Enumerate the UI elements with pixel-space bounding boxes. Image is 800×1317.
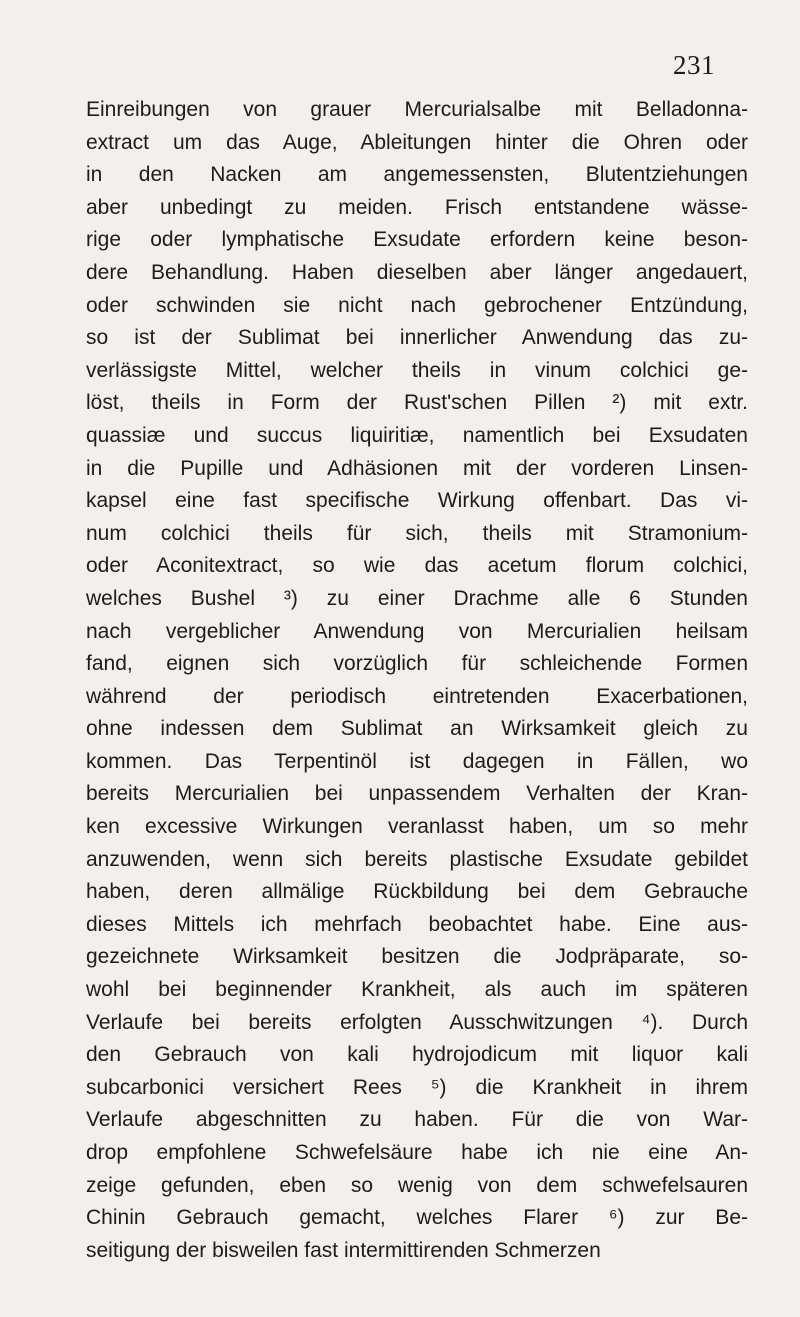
text-line: seitigung der bisweilen fast intermittirenden Schmerzen (86, 1238, 601, 1262)
text-line: ohne indessen dem Sublimat an Wirksamkeit gleich zu (86, 717, 748, 741)
text-line: in den Nacken am angemessensten, Blutentziehungen (86, 163, 748, 187)
text-line: kommen. Das Terpentinöl ist dagegen in Fällen, wo (86, 749, 748, 773)
text-line: Chinin Gebrauch gemacht, welches Flarer ⁶) zur Be- (86, 1206, 748, 1230)
text-line: extract um das Auge, Ableitungen hinter die Ohren oder (86, 130, 748, 154)
text-line: verlässigste Mittel, welcher theils in vinum colchici ge- (86, 358, 748, 382)
text-line: nach vergeblicher Anwendung von Mercurialien heilsam (86, 619, 748, 643)
text-line: zeige gefunden, eben so wenig von dem schwefelsauren (86, 1173, 748, 1197)
text-line: bereits Mercurialien bei unpassendem Verhalten der Kran- (86, 782, 748, 806)
text-line: kapsel eine fast specifische Wirkung offenbart. Das vi- (86, 489, 748, 513)
text-line: haben, deren allmälige Rückbildung bei dem Gebrauche (86, 880, 748, 904)
text-line: dieses Mittels ich mehrfach beobachtet habe. Eine aus- (86, 912, 748, 936)
body-text (86, 94, 748, 1267)
text-line: oder Aconitextract, so wie das acetum florum colchici, (86, 554, 748, 578)
text-line: drop empfohlene Schwefelsäure habe ich nie eine An- (86, 1141, 748, 1164)
text-line: in die Pupille und Adhäsionen mit der vorderen Linsen- (86, 456, 748, 480)
page-number: 231 (673, 50, 715, 80)
text-line: so ist der Sublimat bei innerlicher Anwendung das zu- (86, 326, 748, 350)
text-line: rige oder lymphatische Exsudate erfordern keine beson- (86, 228, 748, 252)
text-line: Einreibungen von grauer Mercurialsalbe mit Belladonna- (86, 98, 748, 121)
text-line: ken excessive Wirkungen veranlasst haben, um so mehr (86, 815, 748, 839)
text-line: anzuwenden, wenn sich bereits plastische Exsudate gebildet (86, 847, 748, 871)
text-line: gezeichnete Wirksamkeit besitzen die Jodpräparate, so- (86, 945, 748, 969)
text-line: oder schwinden sie nicht nach gebrochener Entzündung, (86, 293, 748, 317)
text-line: subcarbonici versichert Rees ⁵) die Krankheit in ihrem (86, 1075, 748, 1099)
text-line: quassiæ und succus liquiritiæ, namentlich bei Exsudaten (86, 423, 748, 447)
text-line: löst, theils in Form der Rust'schen Pillen ²) mit extr. (86, 391, 748, 415)
text-line: num colchici theils für sich, theils mit Stramonium- (86, 521, 748, 545)
text-line: aber unbedingt zu meiden. Frisch entstandene wässe- (86, 195, 748, 219)
text-line: dere Behandlung. Haben dieselben aber länger angedauert, (86, 260, 748, 284)
text-line: welches Bushel ³) zu einer Drachme alle 6 Stunden (86, 586, 748, 610)
text-line: den Gebrauch von kali hydrojodicum mit liquor kali (86, 1043, 748, 1067)
text-line: Verlaufe abgeschnitten zu haben. Für die von War- (86, 1108, 748, 1132)
text-line: während der periodisch eintretenden Exacerbationen, (86, 684, 748, 708)
text-line: Verlaufe bei bereits erfolgten Ausschwitzungen ⁴). Durch (86, 1010, 748, 1034)
text-line: fand, eignen sich vorzüglich für schleichende Formen (86, 652, 748, 676)
text-line: wohl bei beginnender Krankheit, als auch im späteren (86, 978, 748, 1002)
